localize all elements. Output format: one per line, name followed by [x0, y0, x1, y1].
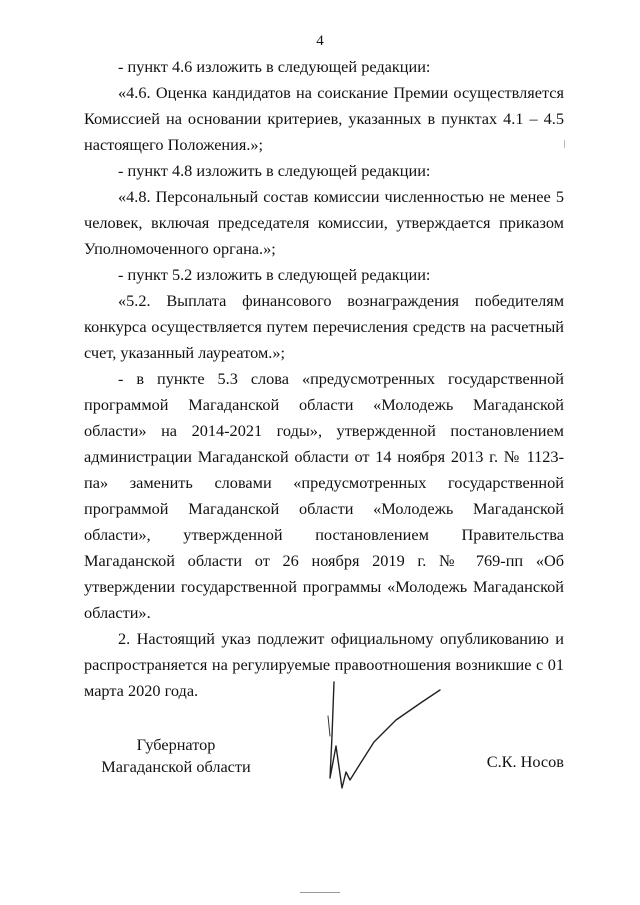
paragraph-item-5-3: - в пункте 5.3 слова «предусмотренных государственной программой Магаданской области «Молодежь Магаданской области» на 2014-2021 годы», утвержденной постановлением администрации Магаданской области от 14 ноября 2013 г. № 1123-па» заменить словами «предусмотренных государственной программой Магаданской области «Молодежь Магаданской области», утвержденной постановлением Правительства Магаданской области от 26 ноября 2019 г. № 769-пп «Об утверждении государственной программы «Молодежь Магаданской области». [84, 369, 564, 622]
document-body [84, 54, 564, 704]
signer-position-title: Губернатор [136, 735, 216, 754]
scan-artifact-bottom [300, 892, 340, 893]
signer-position [86, 734, 266, 778]
signer-position-region: Магаданской области [101, 757, 251, 776]
paragraph-clause-2: 2. Настоящий указ подлежит официальному опубликованию и распространяется на регулируемые правоотношения возникшие с 01 марта 2020 года. [84, 629, 564, 700]
paragraph-item-4-8-intro: - пункт 4.8 изложить в следующей редакции: [118, 161, 431, 180]
paragraph-item-4-6-text: «4.6. Оценка кандидатов на соискание Премии осуществляется Комиссией на основании критериев, указанных в пунктах 4.1 – 4.5 настоящего Положения.»; [84, 83, 564, 154]
paragraph-item-5-2-intro: - пункт 5.2 изложить в следующей редакции: [118, 265, 431, 284]
handwritten-signature [312, 676, 452, 806]
page-number: 4 [316, 33, 324, 49]
scan-artifact [564, 140, 565, 148]
paragraph-item-4-6-intro: - пункт 4.6 изложить в следующей редакции: [118, 57, 431, 76]
paragraph-item-4-8-text: «4.8. Персональный состав комиссии численностью не менее 5 человек, включая председателя комиссии, утверждается приказом Уполномоченного органа.»; [84, 187, 564, 258]
paragraph-item-5-2-text: «5.2. Выплата финансового вознаграждения победителям конкурса осуществляется путем перечисления средств на расчетный счет, указанный лауреатом.»; [84, 291, 564, 362]
signer-name: С.К. Носов [486, 752, 564, 771]
